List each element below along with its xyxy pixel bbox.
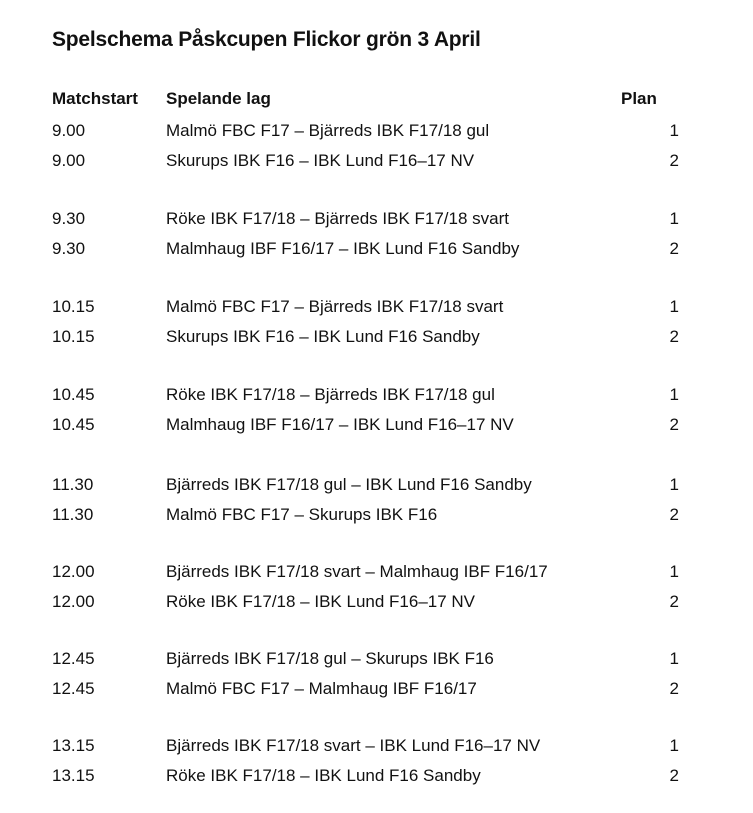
match-time: 13.15 <box>52 766 95 785</box>
match-group <box>0 118 753 178</box>
match-teams: Bjärreds IBK F17/18 svart – Malmhaug IBF F16/17 <box>166 562 548 581</box>
match-plan: 2 <box>669 766 679 785</box>
header-spelande-lag: Spelande lag <box>166 89 271 108</box>
match-teams: Malmö FBC F17 – Bjärreds IBK F17/18 gul <box>166 121 490 140</box>
match-group <box>0 646 753 706</box>
match-plan: 2 <box>669 415 679 434</box>
table-row <box>0 118 753 148</box>
table-row <box>0 733 753 763</box>
table-row <box>0 412 753 442</box>
match-time: 11.30 <box>52 475 94 494</box>
match-group <box>0 206 753 266</box>
table-row <box>0 559 753 589</box>
header-matchstart: Matchstart <box>52 89 138 108</box>
match-teams: Malmö FBC F17 – Bjärreds IBK F17/18 svart <box>166 297 504 316</box>
page-title: Spelschema Påskcupen Flickor grön 3 April <box>52 28 481 51</box>
match-time: 10.15 <box>52 327 95 346</box>
match-time: 9.30 <box>52 209 86 228</box>
match-teams: Röke IBK F17/18 – Bjärreds IBK F17/18 gul <box>166 385 495 404</box>
match-time: 10.15 <box>52 297 95 316</box>
header-plan: Plan <box>621 89 657 108</box>
match-plan: 1 <box>669 475 679 494</box>
match-plan: 1 <box>669 385 679 404</box>
match-group <box>0 294 753 354</box>
match-teams: Röke IBK F17/18 – IBK Lund F16 Sandby <box>166 766 481 785</box>
match-group <box>0 733 753 793</box>
match-group <box>0 472 753 532</box>
match-plan: 2 <box>669 327 679 346</box>
match-teams: Malmö FBC F17 – Skurups IBK F16 <box>166 505 438 524</box>
match-teams: Röke IBK F17/18 – Bjärreds IBK F17/18 svart <box>166 209 509 228</box>
table-row <box>0 472 753 502</box>
match-plan: 1 <box>669 209 679 228</box>
match-time: 12.45 <box>52 649 95 668</box>
match-time: 10.45 <box>52 385 95 404</box>
table-row <box>0 502 753 532</box>
match-plan: 1 <box>669 736 679 755</box>
match-group <box>0 382 753 442</box>
match-plan: 2 <box>669 592 679 611</box>
match-time: 10.45 <box>52 415 95 434</box>
table-row <box>0 206 753 236</box>
table-row <box>0 148 753 178</box>
match-teams: Bjärreds IBK F17/18 gul – Skurups IBK F16 <box>166 649 494 668</box>
match-teams: Skurups IBK F16 – IBK Lund F16–17 NV <box>166 151 475 170</box>
match-time: 12.00 <box>52 592 95 611</box>
match-time: 9.00 <box>52 121 86 140</box>
match-time: 13.15 <box>52 736 95 755</box>
match-time: 12.45 <box>52 679 95 698</box>
table-row <box>0 763 753 793</box>
table-row <box>0 676 753 706</box>
match-plan: 2 <box>669 505 679 524</box>
match-plan: 1 <box>669 562 679 581</box>
match-plan: 2 <box>669 151 679 170</box>
schedule-table <box>0 118 753 793</box>
match-teams: Skurups IBK F16 – IBK Lund F16 Sandby <box>166 327 480 346</box>
table-row <box>0 236 753 266</box>
match-teams: Malmhaug IBF F16/17 – IBK Lund F16 Sandby <box>166 239 520 258</box>
match-time: 9.30 <box>52 239 86 258</box>
table-row <box>0 324 753 354</box>
table-row <box>0 294 753 324</box>
table-row <box>0 646 753 676</box>
match-plan: 2 <box>669 679 679 698</box>
table-row <box>0 382 753 412</box>
match-plan: 1 <box>669 649 679 668</box>
match-plan: 1 <box>669 297 679 316</box>
match-time: 12.00 <box>52 562 95 581</box>
match-plan: 1 <box>669 121 679 140</box>
match-time: 9.00 <box>52 151 86 170</box>
match-teams: Malmö FBC F17 – Malmhaug IBF F16/17 <box>166 679 477 698</box>
match-time: 11.30 <box>52 505 94 524</box>
match-group <box>0 559 753 619</box>
match-teams: Röke IBK F17/18 – IBK Lund F16–17 NV <box>166 592 476 611</box>
match-teams: Malmhaug IBF F16/17 – IBK Lund F16–17 NV <box>166 415 514 434</box>
match-teams: Bjärreds IBK F17/18 gul – IBK Lund F16 Sandby <box>166 475 532 494</box>
table-row <box>0 589 753 619</box>
match-plan: 2 <box>669 239 679 258</box>
match-teams: Bjärreds IBK F17/18 svart – IBK Lund F16–17 NV <box>166 736 541 755</box>
